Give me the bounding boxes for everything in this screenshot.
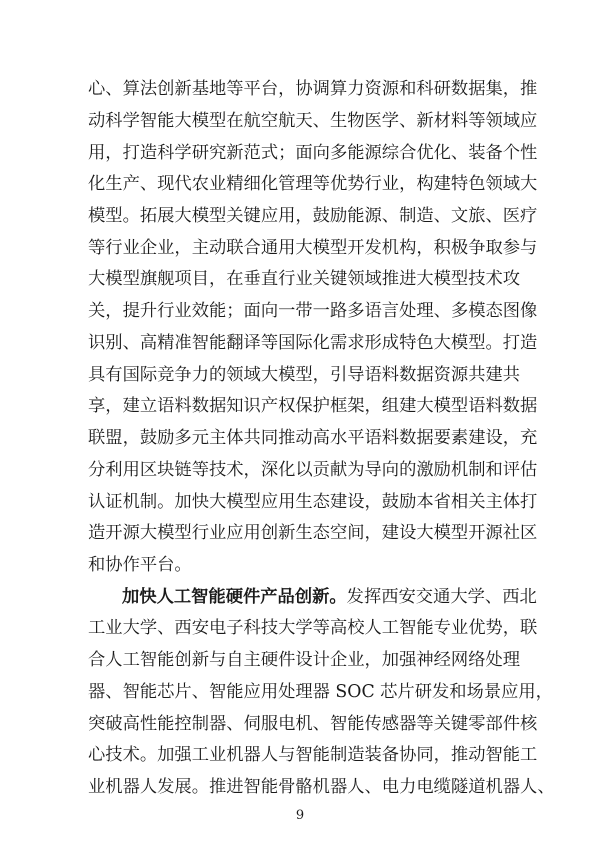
paragraph-line: 合人工智能创新与自主硬件设计企业，加强神经网络处理 xyxy=(88,650,521,671)
section-first-line-text: 发挥西安交通大学、西北 xyxy=(346,586,537,607)
paragraph-line: 联盟，鼓励多元主体共同推动高水平语料数据要素建设，充 xyxy=(88,428,538,448)
paragraph-line: 模型。拓展大模型关键应用，鼓励能源、制造、文旅、医疗 xyxy=(88,205,538,226)
section-first-line xyxy=(122,585,537,609)
paragraph-line: 大模型旗舰项目，在垂直行业关键领域推进大模型技术攻 xyxy=(88,269,521,290)
paragraph-line: 分利用区块链等技术，深化以贡献为导向的激励机制和评估 xyxy=(88,459,538,480)
section-heading: 加快人工智能硬件产品创新。 xyxy=(122,586,347,607)
paragraph-line: 等行业企业，主动联合通用大模型开发机构，积极争取参与 xyxy=(88,237,538,258)
paragraph-line: 关，提升行业效能；面向一带一路多语言处理、多模态图像 xyxy=(88,301,538,322)
paragraph-line: 识别、高精准智能翻译等国际化需求形成特色大模型。打造 xyxy=(88,332,538,353)
paragraph-line: 动科学智能大模型在航空航天、生物医学、新材料等领域应 xyxy=(88,110,538,131)
paragraph-line: 享，建立语料数据知识产权保护框架，组建大模型语料数据 xyxy=(88,396,538,417)
paragraph-line: 心技术。加强工业机器人与智能制造装备协同，推动智能工 xyxy=(88,745,538,766)
paragraph-line: 具有国际竞争力的领域大模型，引导语料数据资源共建共 xyxy=(88,364,521,385)
paragraph-line: 化生产、现代农业精细化管理等优势行业，构建特色领域大 xyxy=(88,174,538,195)
paragraph-line: 心、算法创新基地等平台，协调算力资源和科研数据集，推 xyxy=(88,79,538,99)
paragraph-line: 器、智能芯片、智能应用处理器 SOC 芯片研发和场景应用， xyxy=(88,681,553,702)
paragraph-line: 造开源大模型行业应用创新生态空间，建设大模型开源社区 xyxy=(88,523,538,544)
paragraph-line: 和协作平台。 xyxy=(88,554,192,575)
paragraph-line: 突破高性能控制器、伺服电机、智能传感器等关键零部件核 xyxy=(88,713,538,734)
page-number: 9 xyxy=(295,808,305,823)
paragraph-line: 用，打造科学研究新范式；面向多能源综合优化、装备个性 xyxy=(88,142,538,163)
paragraph-line: 认证机制。加快大模型应用生态建设，鼓励本省相关主体打 xyxy=(88,491,538,512)
paragraph-line: 工业大学、西安电子科技大学等高校人工智能专业优势，联 xyxy=(88,618,538,639)
paragraph-line: 业机器人发展。推进智能骨骼机器人、电力电缆隧道机器人、 xyxy=(88,777,555,797)
